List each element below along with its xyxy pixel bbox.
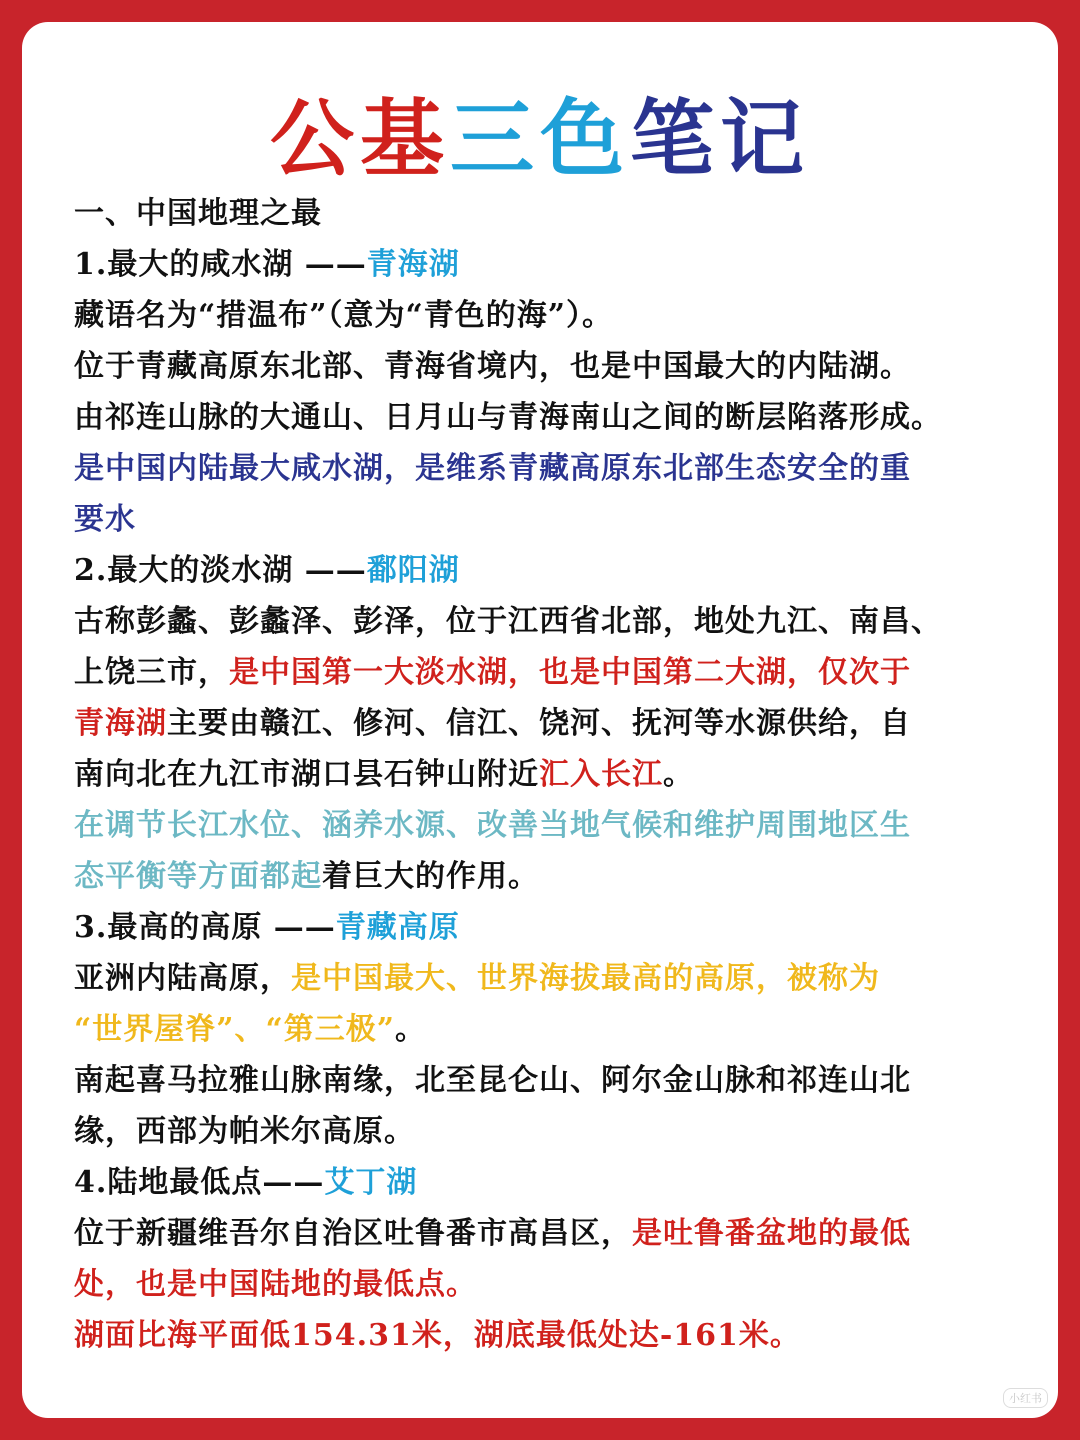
text-segment: 。 <box>395 1012 427 1047</box>
text-segment: 南向北在九江市湖口县石钟山附近 <box>74 757 539 792</box>
text-segment: 南起喜马拉雅山脉南缘，北至昆仑山、阿尔金山脉和祁连山北 <box>74 1063 911 1098</box>
text-segment: 。 <box>663 757 694 792</box>
text-segment: 处，也是中国陆地的最低点。 <box>74 1267 477 1302</box>
text-line <box>74 1055 1024 1106</box>
text-line <box>74 1106 1024 1157</box>
note-content <box>74 188 1024 1361</box>
text-segment: 3.最高的高原 —— <box>74 910 336 945</box>
text-line <box>74 1310 1024 1361</box>
text-segment: 2.最大的淡水湖 —— <box>74 553 367 588</box>
text-segment: 1.最大的咸水湖 —— <box>74 247 367 282</box>
text-segment: 主要由赣江、修河、信江、饶河、抚河等水源供给，自 <box>167 706 911 741</box>
text-segment: 由祁连山脉的大通山、日月山与青海南山之间的断层陷落形成。 <box>74 400 942 435</box>
text-segment: 青海湖 <box>74 706 167 741</box>
text-line <box>74 188 1024 239</box>
text-line <box>74 596 1024 647</box>
text-line <box>74 1208 1024 1259</box>
text-line <box>74 1157 1024 1208</box>
text-segment: 缘，西部为帕米尔高原。 <box>74 1114 415 1149</box>
text-segment: 4.陆地最低点—— <box>74 1165 325 1200</box>
text-segment: 青海湖 <box>366 247 460 282</box>
text-line <box>74 698 1024 749</box>
text-segment: 古称彭蠡、彭蠡泽、彭泽，位于江西省北部，地处九江、南昌、 <box>74 604 942 639</box>
text-line <box>74 290 1024 341</box>
text-segment: 湖面比海平面低154.31米，湖底最低处达-161米。 <box>74 1318 801 1353</box>
text-segment: 一、中国地理之最 <box>74 196 322 231</box>
text-line <box>74 443 1024 494</box>
text-segment: 上饶三市， <box>74 655 229 690</box>
text-line <box>74 902 1024 953</box>
text-segment: 在调节长江水位、涵养水源、改善当地气候和维护周围地区生 <box>74 808 911 843</box>
note-card <box>22 22 1058 1418</box>
text-segment: 着巨大的作用。 <box>322 859 539 894</box>
text-line <box>74 851 1024 902</box>
text-line <box>74 1259 1024 1310</box>
text-line <box>74 239 1024 290</box>
text-segment: 鄱阳湖 <box>366 553 460 588</box>
text-segment: 汇入长江 <box>539 757 663 792</box>
text-line <box>74 749 1024 800</box>
text-line <box>74 392 1024 443</box>
text-segment: 亚洲内陆高原， <box>74 961 291 996</box>
text-segment: “世界屋脊”、“第三极” <box>74 1012 396 1047</box>
text-segment: 位于新疆维吾尔自治区吐鲁番市高昌区， <box>74 1216 632 1251</box>
text-line <box>74 341 1024 392</box>
text-line <box>74 494 1024 545</box>
text-segment: 位于青藏高原东北部、青海省境内，也是中国最大的内陆湖。 <box>74 349 911 384</box>
text-segment: 藏语名为“措温布”（意为“青色的海”）。 <box>74 298 614 333</box>
text-line <box>74 953 1024 1004</box>
text-line <box>74 800 1024 851</box>
text-segment: 是中国第一大淡水湖，也是中国第二大湖，仅次于 <box>229 655 911 690</box>
title-part-2: 三色 <box>449 90 630 188</box>
page-title <box>22 84 1058 194</box>
title-part-1: 公基 <box>269 90 450 188</box>
text-segment: 态平衡等方面都起 <box>74 859 322 894</box>
text-segment: 是中国最大、世界海拔最高的高原，被称为 <box>291 961 880 996</box>
text-line <box>74 545 1024 596</box>
text-segment: 艾丁湖 <box>324 1165 418 1200</box>
text-segment: 青藏高原 <box>335 910 460 945</box>
text-line <box>74 647 1024 698</box>
text-segment: 要水 <box>74 502 136 537</box>
title-part-3: 笔记 <box>630 90 811 188</box>
text-segment: 是中国内陆最大咸水湖，是维系青藏高原东北部生态安全的重 <box>74 451 911 486</box>
watermark: 小红书 <box>1003 1388 1048 1408</box>
text-line <box>74 1004 1024 1055</box>
text-segment: 是吐鲁番盆地的最低 <box>632 1216 911 1251</box>
